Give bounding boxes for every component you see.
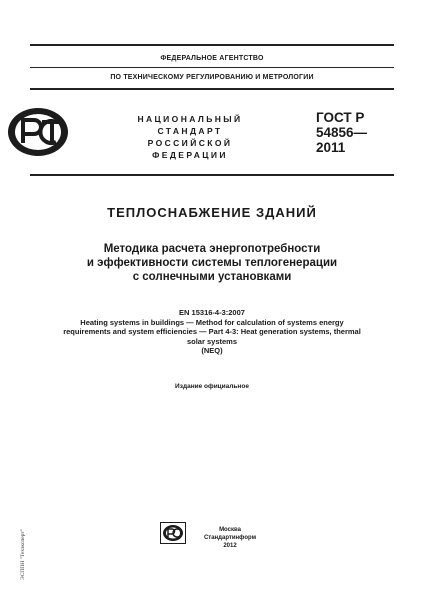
gost-designation — [316, 110, 367, 155]
national-line: СТАНДАРТ — [157, 126, 223, 136]
header-bottom-rule — [30, 88, 394, 90]
agency-name-line-2: ПО ТЕХНИЧЕСКОМУ РЕГУЛИРОВАНИЮ И МЕТРОЛОГИИ — [110, 74, 314, 81]
side-watermark-text: ЭСППН "Техэксперт" — [20, 528, 26, 580]
gost-line: 54856— — [316, 125, 368, 140]
en-line: requirements and system efficiencies — Part 4-3: Heat generation systems, thermal — [63, 327, 361, 336]
en-line: EN 15316-4-3:2007 — [179, 308, 245, 317]
edition-label: Издание официальное — [175, 383, 249, 390]
national-line: РОССИЙСКОЙ — [147, 138, 233, 148]
top-rule — [30, 44, 394, 46]
document-subtitle — [30, 242, 394, 284]
subtitle-line: и эффективности системы теплогенерации — [86, 257, 338, 269]
title-top-rule — [30, 174, 394, 176]
national-line: ФЕДЕРАЦИИ — [152, 150, 228, 160]
subtitle-line: Методика расчета энергопотребности — [103, 243, 321, 255]
gost-line: ГОСТ Р — [316, 110, 365, 125]
gost-line: 2011 — [316, 140, 346, 155]
en-line: solar systems — [186, 336, 238, 346]
publisher-line: 2012 — [223, 543, 237, 549]
rst-certification-mark-icon — [6, 105, 70, 159]
national-standard-label — [115, 113, 265, 161]
publisher-info — [200, 526, 260, 550]
en-line: (NEQ) — [201, 346, 223, 355]
document-title: ТЕПЛОСНАБЖЕНИЕ ЗДАНИЙ — [107, 205, 317, 220]
publisher-line: Москва — [219, 527, 241, 533]
en-line: Heating systems in buildings — Method for calculation of systems energy — [80, 317, 344, 327]
national-line: НАЦИОНАЛЬНЫЙ — [137, 114, 243, 124]
subtitle-line: с солнечными установками — [132, 271, 292, 283]
standartinform-logo-icon — [160, 522, 186, 544]
side-watermark — [10, 500, 24, 580]
agency-name-line-1: ФЕДЕРАЛЬНОЕ АГЕНТСТВО — [160, 55, 264, 62]
publisher-line: Стандартинформ — [203, 535, 257, 541]
agency-divider — [30, 67, 394, 68]
english-reference — [30, 308, 394, 356]
